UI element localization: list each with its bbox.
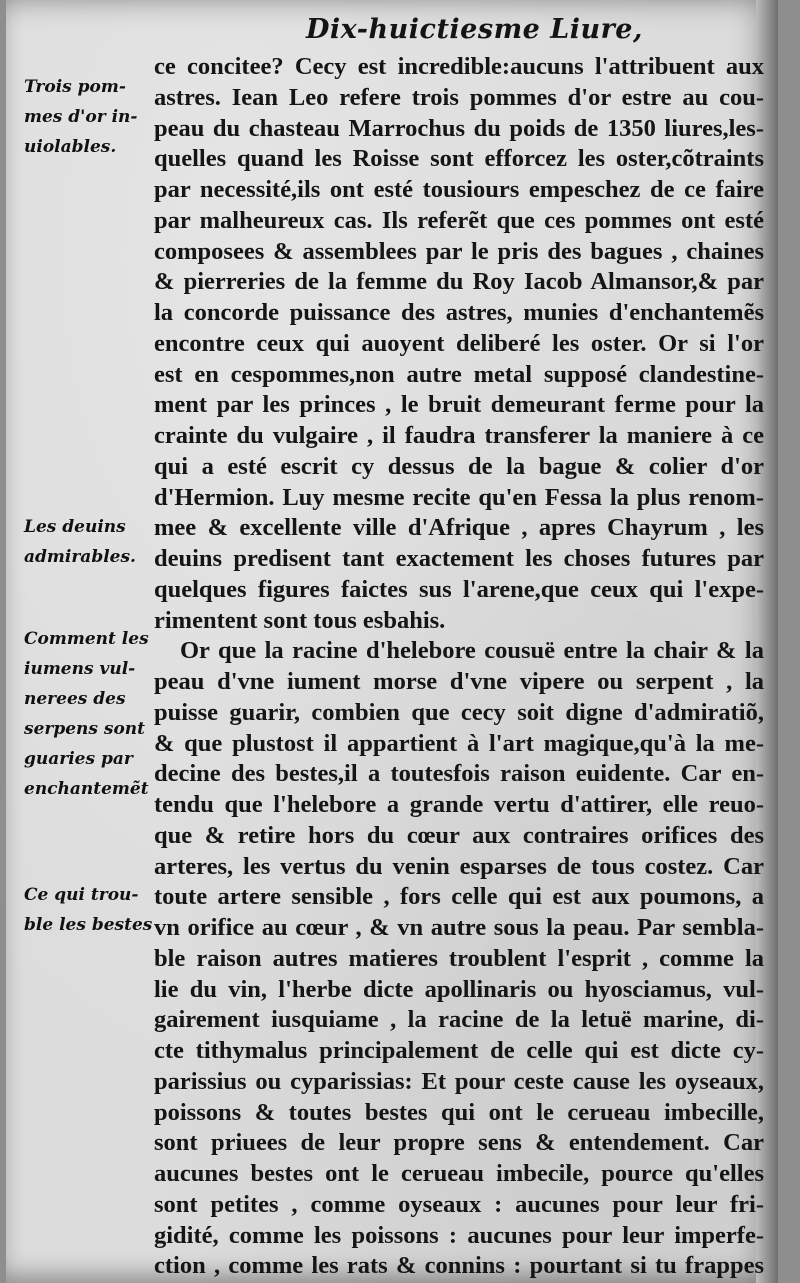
margin-note-line: Trois pom- — [24, 77, 126, 97]
text-line: est en cespommes,non autre metal supposé clandestine- — [154, 360, 764, 388]
book-page — [6, 0, 778, 1283]
margin-note-line: iumens vul- — [24, 659, 136, 679]
running-head: Dix-huictiesme Liure, — [306, 14, 643, 45]
text-line: gidité, comme les poissons : aucunes pour leur imperfe- — [154, 1221, 764, 1249]
text-line: poissons & toutes bestes qui ont le cerueau imbecille, — [154, 1098, 764, 1126]
margin-note-line: admirables. — [24, 547, 136, 567]
text-line: encontre ceux qui auoyent deliberé les oster. Or si l'or — [154, 329, 764, 357]
margin-note-iumens — [24, 624, 174, 804]
margin-note-line: enchantemẽt — [24, 779, 149, 799]
text-line: Or que la racine d'helebore cousuë entre la chair & la — [180, 637, 764, 665]
paragraph-1 — [154, 52, 764, 636]
text-line: puisse guarir, combien que cecy soit digne d'admiratiõ, — [154, 698, 764, 726]
text-line: & que plustost il appartient à l'art magique,qu'à la me- — [154, 729, 764, 757]
margin-note-line: mes d'or in- — [24, 107, 138, 127]
text-line: arteres, les vertus du venin esparses de tous costez. Car — [154, 852, 764, 880]
text-line: ction , comme les rats & connins : pourtant si tu frappes — [154, 1252, 764, 1280]
margin-note-trouble-bestes — [24, 880, 174, 940]
text-line: gairement iusquiame , la racine de la letuë marine, di- — [154, 1006, 764, 1034]
margin-note-deuins — [24, 512, 174, 572]
margin-note-line: ble les bestes — [24, 915, 153, 935]
text-line: sont petites , comme oyseaux : aucunes pour leur fri- — [154, 1190, 764, 1218]
text-line: d'Hermion. Luy mesme recite qu'en Fessa la plus renom- — [154, 483, 764, 511]
text-line: rimentent sont tous esbahis. — [154, 606, 446, 634]
body-text — [154, 52, 764, 1282]
margin-note-line: nerees des — [24, 689, 126, 709]
text-line: decine des bestes,il a toutesfois raison euidente. Car en- — [154, 760, 764, 788]
text-line: sont priuees de leur propre sens & entendement. Car — [154, 1129, 764, 1157]
margin-note-line: guaries par — [24, 749, 133, 769]
paragraph-2 — [154, 636, 764, 1282]
text-line: mee & excellente ville d'Afrique , apres Chayrum , les — [154, 514, 764, 542]
text-line: composees & assemblees par le pris des bagues , chaines — [154, 237, 764, 265]
margin-note-line: serpens sont — [24, 719, 146, 739]
text-line: aucunes bestes ont le cerueau imbecile, pource qu'elles — [154, 1160, 764, 1187]
text-line: crainte du vulgaire , il faudra transferer la maniere à ce — [154, 422, 764, 449]
text-line: ble raison autres matieres troublent l'esprit , comme la — [154, 944, 764, 972]
margin-note-trois-pommes — [24, 72, 174, 162]
text-line: parissius ou cyparissias: Et pour ceste cause les oyseaux, — [154, 1067, 764, 1095]
margin-note-line: Comment les — [24, 629, 149, 649]
text-line: lie du vin, l'herbe dicte apollinaris ou hyosciamus, vul- — [154, 975, 764, 1003]
text-line: qui a esté escrit cy dessus de la bague & colier d'or — [154, 452, 764, 480]
text-line: deuins predisent tant exactement les choses futures par — [154, 545, 764, 572]
text-line: quelles quand les Roisse sont efforcez les oster,cõtraints — [154, 145, 764, 173]
text-line: & pierreries de la femme du Roy Iacob Almansor,& par — [154, 268, 764, 296]
text-line: cte tithymalus principalement de celle qui est dicte cy- — [154, 1037, 764, 1064]
text-line: la concorde puissance des astres, munies d'enchantemẽs — [154, 299, 764, 326]
text-line: vn orifice au cœur , & vn autre sous la peau. Par sembla- — [154, 914, 764, 941]
text-line: par necessité,ils ont esté tousiours empeschez de ce faire — [154, 176, 764, 203]
text-line: ment par les princes , le bruit demeurant ferme pour la — [154, 391, 764, 419]
text-line: tendu que l'helebore a grande vertu d'attirer, elle reuo- — [154, 791, 764, 818]
text-line: quelques figures faictes sus l'arene,que ceux qui l'expe- — [154, 575, 764, 603]
text-line: astres. Iean Leo refere trois pommes d'or estre au cou- — [154, 83, 764, 111]
text-line: que & retire hors du cœur aux contraires orifices des — [154, 821, 764, 849]
text-line: peau du chasteau Marrochus du poids de 1350 liures,les- — [154, 114, 764, 142]
text-line: peau d'vne iument morse d'vne vipere ou serpent , la — [154, 668, 764, 695]
text-line: par malheureux cas. Ils referẽt que ces pommes ont esté — [154, 206, 764, 234]
text-line: toute artere sensible , fors celle qui est aux poumons, a — [154, 883, 764, 911]
text-line: ce concitee? Cecy est incredible:aucuns l'attribuent aux — [154, 53, 764, 80]
margin-note-line: uiolables. — [24, 137, 117, 157]
margin-note-line: Ce qui trou- — [24, 885, 139, 905]
margin-note-line: Les deuins — [24, 517, 126, 537]
